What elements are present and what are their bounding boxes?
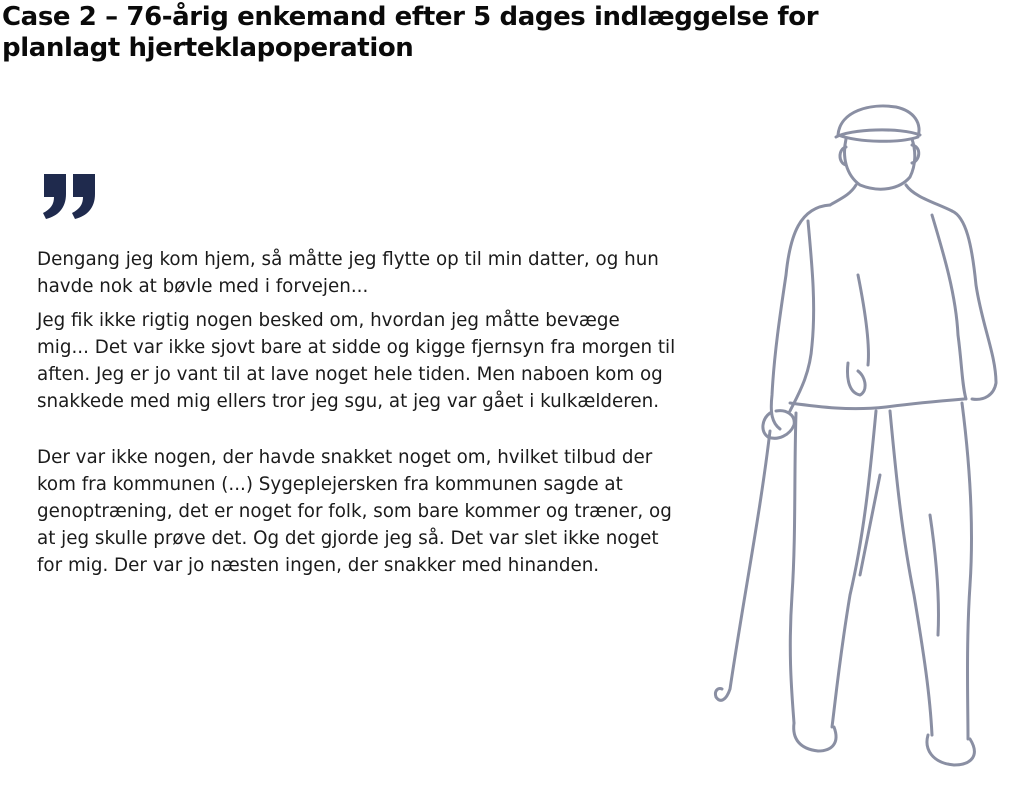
cane <box>715 431 770 700</box>
left-shoe <box>794 723 836 751</box>
crease-2 <box>930 515 939 635</box>
quote-mark-right <box>72 174 95 219</box>
quote-paragraph-2: Jeg fik ikke rigtig nogen besked om, hvordan jeg måtte bevæge mig... Det var ikke sjovt bare at sidde og kigge fjernsyn fra morgen til aften. Jeg er jo vant til at lave noget hele tiden. Men naboen kom og snakkede med mig ellers tror jeg sgu, at jeg var gået i kulkælderen. <box>37 310 676 412</box>
head-outline <box>845 139 915 189</box>
pocket-hand <box>848 363 866 395</box>
left-leg <box>790 413 796 723</box>
jacket-outline <box>790 215 966 411</box>
elderly-man-with-cane-illustration <box>700 95 1010 775</box>
quote-icon <box>40 172 100 220</box>
cap-outline <box>838 106 919 141</box>
right-leg <box>962 403 972 739</box>
left-inner-leg <box>832 411 876 727</box>
hand <box>763 411 794 439</box>
jacket-fold <box>858 275 869 365</box>
quote-text <box>37 246 677 579</box>
quote-paragraph-1: Dengang jeg kom hjem, så måtte jeg flytte op til min datter, og hun havde nok at bøvle med i forvejen... <box>37 249 659 297</box>
right-inner-leg <box>890 411 932 735</box>
cap-brim <box>836 130 920 137</box>
left-arm <box>771 205 830 429</box>
quote-paragraph-3: Der var ikke nogen, der havde snakket noget om, hvilket tilbud der kom fra kommunen (...) Sygeplejersken fra kommunen sagde at genoptræning, det er noget for folk, som bare kommer og træner, og at jeg skulle prøve det. Og det gjorde jeg så. Det var slet ikke noget for mig. Der var jo næsten ingen, der snakker med hinanden. <box>37 447 672 576</box>
jacket-hem <box>790 399 964 409</box>
quote-mark-left <box>43 174 66 219</box>
right-arm <box>952 211 996 399</box>
page-title: Case 2 – 76-årig enkemand efter 5 dages indlæggelse for planlagt hjerteklapoperation <box>2 2 819 63</box>
